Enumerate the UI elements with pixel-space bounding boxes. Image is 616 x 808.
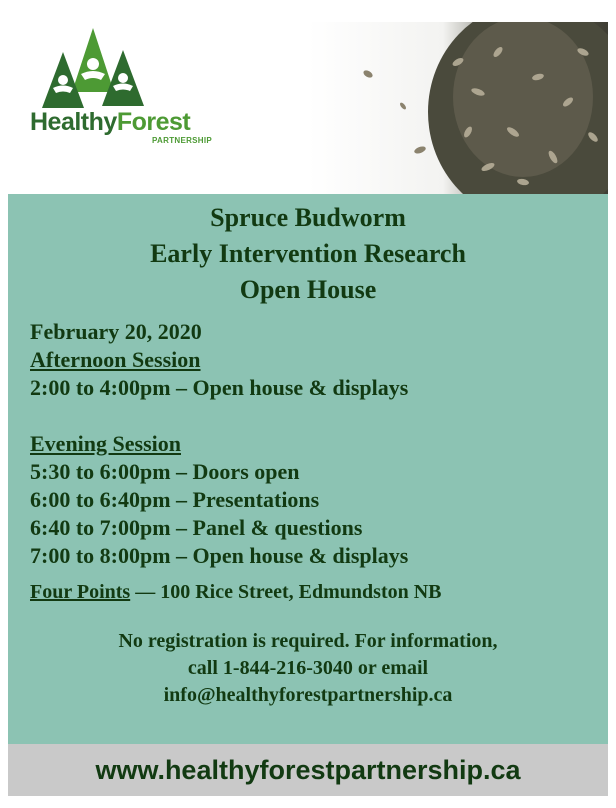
logo-word-forest: Forest (116, 108, 191, 136)
evening-item: 6:00 to 6:40pm – Presentations (30, 487, 320, 512)
header (8, 22, 608, 194)
logo-wordmark (30, 108, 190, 137)
evening-item: 5:30 to 6:00pm – Doors open (30, 459, 300, 484)
title-line-1: Spruce Budworm (210, 203, 406, 232)
website-url: www.healthyforestpartnership.ca (95, 755, 521, 785)
venue-address: — 100 Rice Street, Edmundston NB (130, 581, 442, 603)
logo-word-healthy: Healthy (30, 108, 117, 136)
title-line-2: Early Intervention Research (150, 239, 466, 268)
logo-subtitle: PARTNERSHIP (152, 136, 213, 145)
venue-name: Four Points (30, 581, 131, 603)
budworm-moths-photo (308, 22, 608, 194)
event-title (8, 200, 608, 308)
healthy-forest-logo (30, 28, 230, 158)
info-email: info@healthyforestpartnership.ca (163, 684, 453, 706)
event-panel (8, 194, 608, 744)
tree-people-icon (38, 28, 148, 112)
event-date: February 20, 2020 (30, 319, 202, 344)
venue-line (30, 578, 600, 606)
info-line-2: call 1-844-216-3040 or email (187, 657, 429, 679)
title-line-3: Open House (239, 275, 377, 304)
info-line-1: No registration is required. For information, (118, 630, 498, 652)
schedule (30, 318, 600, 606)
afternoon-item: 2:00 to 4:00pm – Open house & displays (30, 375, 409, 400)
evening-item: 7:00 to 8:00pm – Open house & displays (30, 543, 409, 568)
footer-bar (8, 744, 608, 796)
evening-heading: Evening Session (30, 431, 181, 456)
evening-item: 6:40 to 7:00pm – Panel & questions (30, 515, 363, 540)
spacer (30, 402, 600, 430)
contact-info (8, 628, 608, 709)
afternoon-heading: Afternoon Session (30, 347, 201, 372)
